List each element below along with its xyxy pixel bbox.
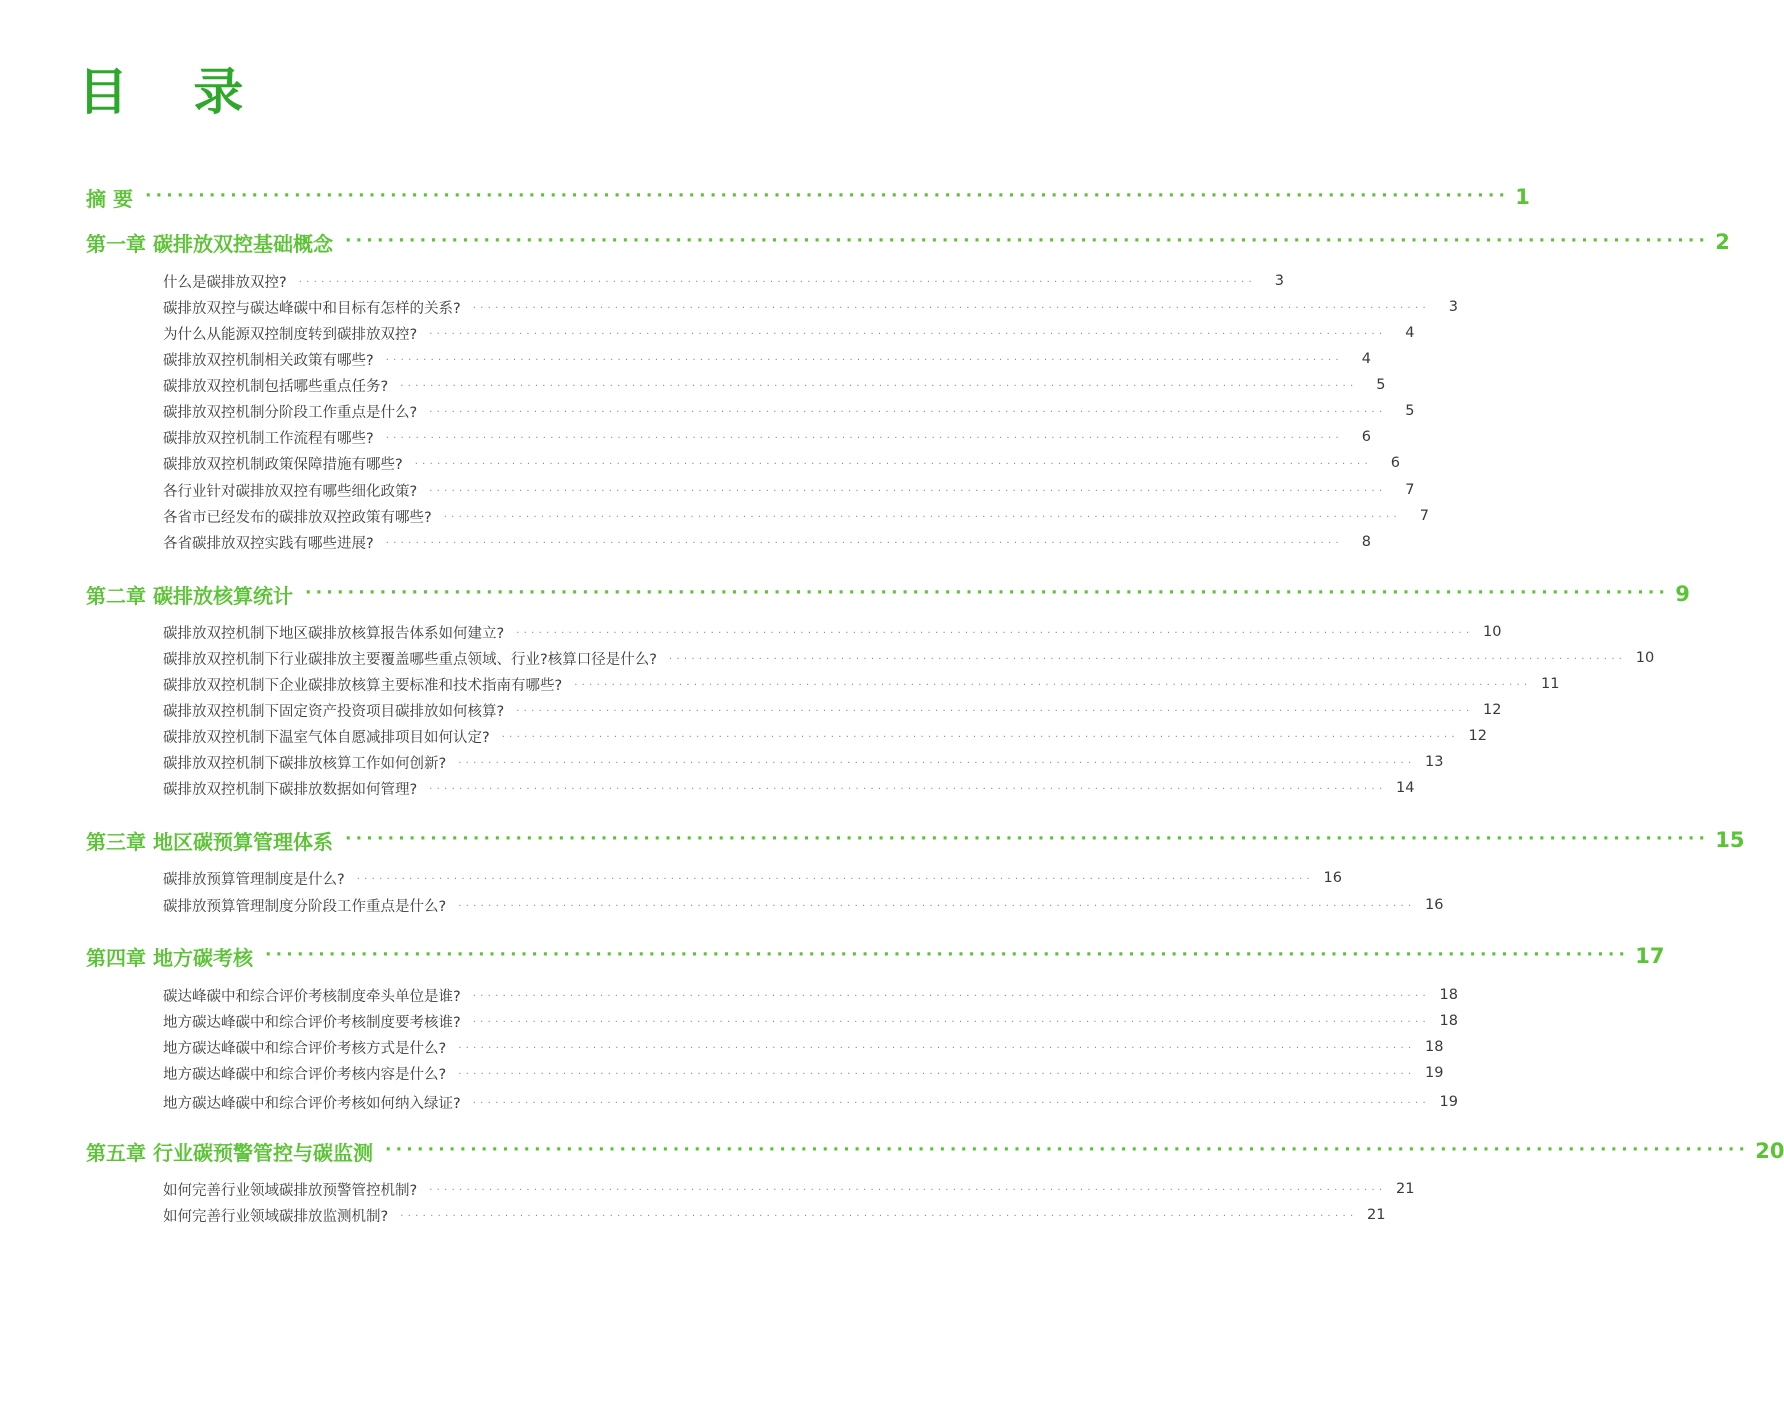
dot-leader: ································································································································ (304, 583, 1670, 603)
item-title: 碳排放双控机制包括哪些重点任务? (163, 378, 389, 395)
toc-item[interactable] (163, 725, 1487, 747)
chapter-title: 第五章 行业碳预警管控与碳监测 (86, 1140, 373, 1165)
dot-leader: ································································································································ (414, 458, 1372, 470)
toc-item[interactable] (163, 452, 1400, 474)
page-number: 3 (1274, 273, 1284, 289)
dot-leader: ································································································································ (472, 1097, 1430, 1109)
page-number: 8 (1361, 534, 1371, 550)
dot-leader: ································································································································ (429, 1184, 1387, 1196)
toc-item[interactable] (163, 1010, 1458, 1032)
item-title: 碳排放双控与碳达峰碳中和目标有怎样的关系? (163, 300, 461, 317)
page-number: 21 (1367, 1207, 1386, 1223)
dot-leader: ································································································································ (429, 328, 1387, 340)
page-number: 6 (1390, 455, 1400, 471)
dot-leader: ································································································································ (574, 679, 1532, 691)
dot-leader: ································································································································ (516, 627, 1474, 639)
toc-item[interactable] (163, 894, 1444, 916)
item-title: 如何完善行业领域碳排放预警管控机制? (163, 1182, 418, 1199)
toc-item[interactable] (163, 400, 1415, 422)
page-number: 4 (1405, 325, 1415, 341)
toc-item[interactable] (163, 270, 1284, 292)
chapter-title: 第四章 地方碳考核 (86, 945, 253, 970)
dot-leader: ································································································································ (298, 276, 1256, 288)
toc-item[interactable] (163, 322, 1415, 344)
page-number: 5 (1376, 377, 1386, 393)
toc-chapter[interactable] (86, 578, 1690, 610)
page-number: 17 (1635, 944, 1665, 968)
toc-item[interactable] (163, 374, 1386, 396)
item-title: 碳排放双控机制分阶段工作重点是什么? (163, 404, 418, 421)
dot-leader: ································································································································ (516, 705, 1474, 717)
page-number: 9 (1675, 582, 1690, 606)
item-title: 碳排放双控机制下企业碳排放核算主要标准和技术指南有哪些? (163, 677, 563, 694)
dot-leader: ································································································································ (443, 511, 1401, 523)
item-title: 碳排放双控机制政策保障措施有哪些? (163, 456, 403, 473)
page-number: 11 (1541, 676, 1560, 692)
item-title: 碳排放双控机制下温室气体自愿减排项目如何认定? (163, 729, 490, 746)
dot-leader: ································································································································ (344, 231, 1710, 251)
dot-leader: ································································································································ (458, 757, 1416, 769)
page-number: 1 (1515, 185, 1530, 209)
page-number: 4 (1361, 351, 1371, 367)
toc-item[interactable] (163, 1036, 1444, 1058)
page-number: 16 (1425, 897, 1444, 913)
toc-chapter[interactable] (86, 824, 1745, 856)
dot-leader: ································································································································ (385, 537, 1343, 549)
chapter-title: 第二章 碳排放核算统计 (86, 583, 293, 608)
toc-item[interactable] (163, 531, 1371, 553)
item-title: 地方碳达峰碳中和综合评价考核方式是什么? (163, 1040, 447, 1057)
page-number: 18 (1425, 1039, 1444, 1055)
item-title: 各省市已经发布的碳排放双控政策有哪些? (163, 509, 432, 526)
toc-item[interactable] (163, 479, 1415, 501)
item-title: 为什么从能源双控制度转到碳排放双控? (163, 326, 418, 343)
dot-leader: ································································································································ (472, 990, 1430, 1002)
dot-leader: ································································································································ (458, 1042, 1416, 1054)
page-number: 2 (1715, 230, 1730, 254)
toc-item[interactable] (163, 1204, 1386, 1226)
dot-leader: ································································································································ (429, 485, 1387, 497)
dot-leader: ································································································································ (344, 829, 1710, 849)
page-number: 16 (1323, 870, 1342, 886)
item-title: 碳排放预算管理制度是什么? (163, 871, 345, 888)
page-number: 12 (1468, 728, 1487, 744)
item-title: 什么是碳排放双控? (163, 274, 287, 291)
page-title: 目 录 (78, 63, 268, 121)
dot-leader: ································································································································ (458, 1068, 1416, 1080)
dot-leader: ································································································································ (384, 1140, 1750, 1160)
page-number: 18 (1439, 1013, 1458, 1029)
dot-leader: ································································································································ (264, 945, 1630, 965)
item-title: 碳排放双控机制下地区碳排放核算报告体系如何建立? (163, 625, 505, 642)
page-number: 18 (1439, 987, 1458, 1003)
dot-leader: ································································································································ (400, 1210, 1358, 1222)
page-number: 19 (1439, 1094, 1458, 1110)
toc-item[interactable] (163, 867, 1342, 889)
dot-leader: ································································································································ (385, 354, 1343, 366)
toc-item[interactable] (163, 984, 1458, 1006)
item-title: 碳排放双控机制下碳排放数据如何管理? (163, 781, 418, 798)
page-number: 21 (1396, 1181, 1415, 1197)
page-number: 20 (1755, 1139, 1784, 1163)
dot-leader: ································································································································ (429, 783, 1387, 795)
page-number: 10 (1635, 650, 1655, 666)
item-title: 如何完善行业领域碳排放监测机制? (163, 1208, 389, 1225)
toc-item[interactable] (163, 296, 1458, 318)
chapter-title: 摘 要 (86, 186, 133, 211)
chapter-title: 第三章 地区碳预算管理体系 (86, 829, 333, 854)
dot-leader: ································································································································ (144, 186, 1510, 206)
page-number: 14 (1396, 780, 1415, 796)
toc-chapter[interactable] (86, 226, 1730, 258)
page-number: 13 (1425, 754, 1444, 770)
item-title: 碳排放双控机制相关政策有哪些? (163, 352, 374, 369)
dot-leader: ································································································································ (400, 380, 1358, 392)
page-number: 3 (1448, 299, 1458, 315)
item-title: 碳排放双控机制下碳排放核算工作如何创新? (163, 755, 447, 772)
item-title: 地方碳达峰碳中和综合评价考核如何纳入绿证? (163, 1095, 461, 1112)
toc-chapter[interactable] (86, 1135, 1784, 1167)
page-number: 10 (1483, 624, 1502, 640)
dot-leader: ································································································································ (668, 653, 1627, 665)
item-title: 各行业针对碳排放双控有哪些细化政策? (163, 483, 418, 500)
toc-item[interactable] (163, 621, 1502, 643)
page-number: 6 (1361, 429, 1371, 445)
dot-leader: ································································································································ (385, 432, 1343, 444)
chapter-title: 第一章 碳排放双控基础概念 (86, 231, 333, 256)
dot-leader: ································································································································ (472, 1016, 1430, 1028)
toc-item[interactable] (163, 673, 1560, 695)
item-title: 碳达峰碳中和综合评价考核制度牵头单位是谁? (163, 988, 461, 1005)
page-number: 12 (1483, 702, 1502, 718)
item-title: 地方碳达峰碳中和综合评价考核内容是什么? (163, 1066, 447, 1083)
toc-chapter[interactable] (86, 181, 1530, 213)
page-number: 19 (1425, 1065, 1444, 1081)
toc-item[interactable] (163, 1178, 1415, 1200)
item-title: 碳排放双控机制下行业碳排放主要覆盖哪些重点领域、行业?核算口径是什么? (163, 651, 657, 668)
toc-item[interactable] (163, 505, 1429, 527)
item-title: 碳排放双控机制工作流程有哪些? (163, 430, 374, 447)
toc-item[interactable] (163, 348, 1371, 370)
dot-leader: ································································································································ (356, 873, 1314, 885)
page-number: 15 (1715, 828, 1745, 852)
toc-item[interactable] (163, 1091, 1458, 1113)
dot-leader: ································································································································ (472, 302, 1430, 314)
page-number: 5 (1405, 403, 1415, 419)
item-title: 各省碳排放双控实践有哪些进展? (163, 535, 374, 552)
toc-item[interactable] (163, 426, 1371, 448)
toc-item[interactable] (163, 647, 1655, 669)
item-title: 碳排放预算管理制度分阶段工作重点是什么? (163, 898, 447, 915)
toc-item[interactable] (163, 699, 1502, 721)
toc-item[interactable] (163, 751, 1444, 773)
page-number: 7 (1419, 508, 1429, 524)
toc-chapter[interactable] (86, 940, 1665, 972)
item-title: 地方碳达峰碳中和综合评价考核制度要考核谁? (163, 1014, 461, 1031)
toc-item[interactable] (163, 777, 1415, 799)
dot-leader: ································································································································ (458, 900, 1416, 912)
dot-leader: ································································································································ (429, 406, 1387, 418)
page-number: 7 (1405, 482, 1415, 498)
dot-leader: ································································································································ (501, 731, 1459, 743)
toc-item[interactable] (163, 1062, 1444, 1084)
item-title: 碳排放双控机制下固定资产投资项目碳排放如何核算? (163, 703, 505, 720)
